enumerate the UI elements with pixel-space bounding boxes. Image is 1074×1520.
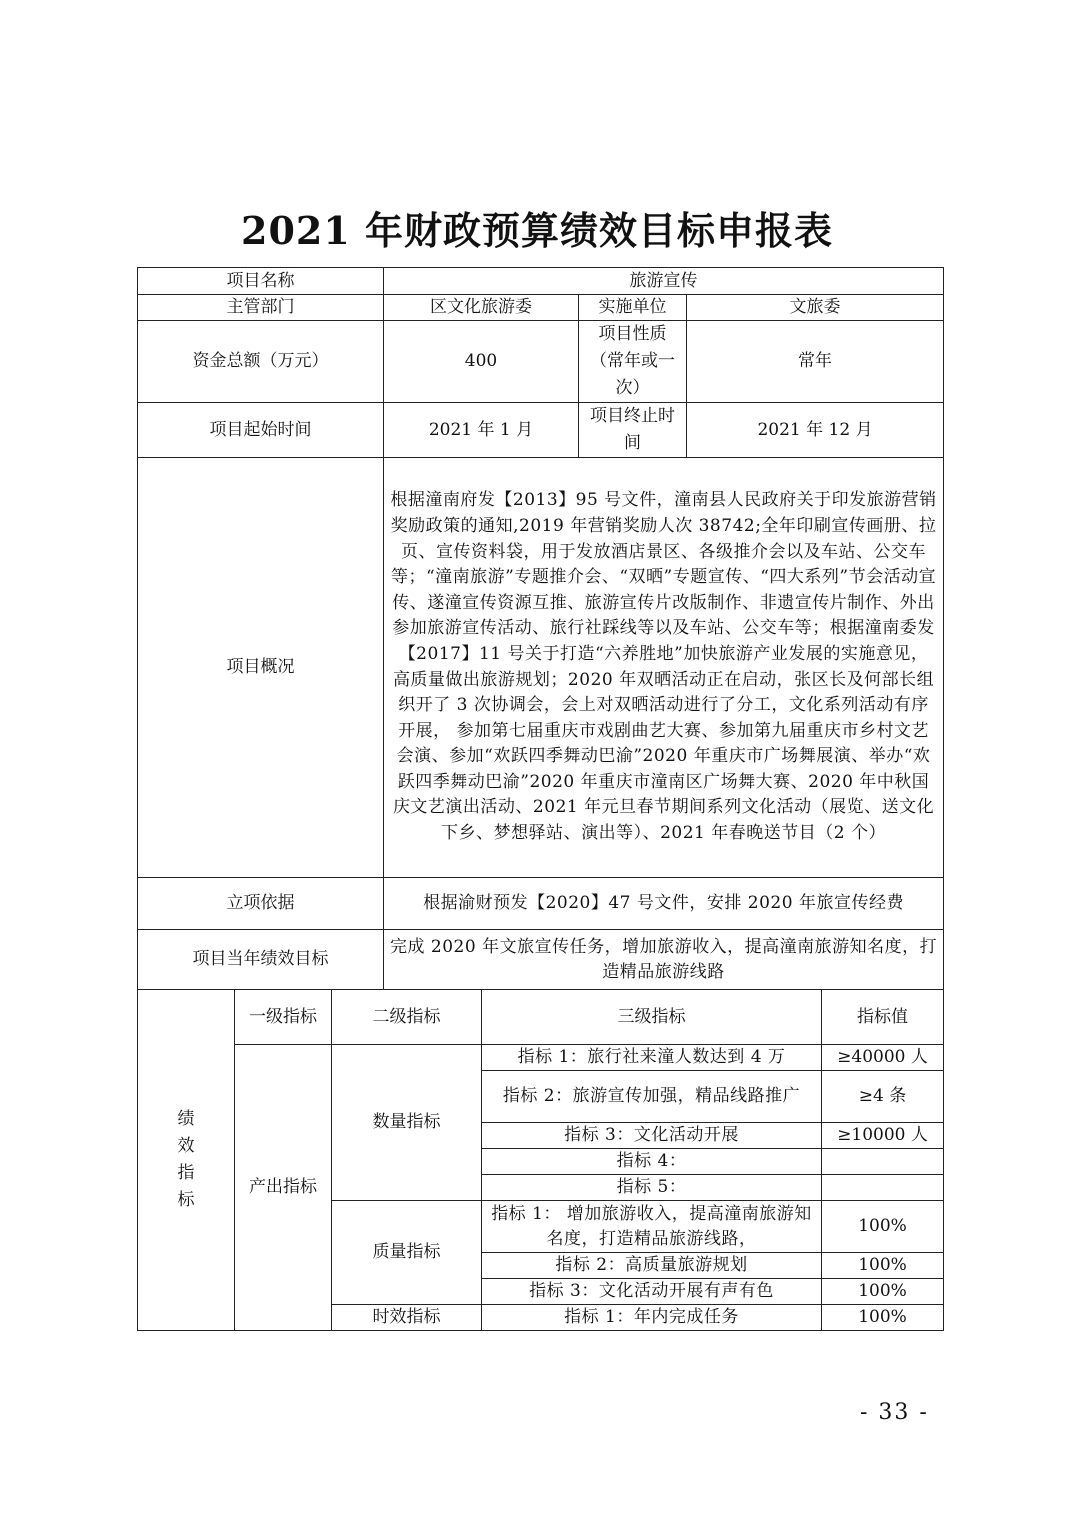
- nature-label: 项目性质（常年或一次）: [579, 321, 687, 403]
- page-title: 2021 年财政预算绩效目标申报表: [241, 208, 833, 253]
- col-level1-header: 一级指标: [235, 990, 332, 1045]
- basis-text: 根据渝财预发【2020】47 号文件，安排 2020 年旅宣传经费: [384, 878, 944, 930]
- timeliness-label: 时效指标: [332, 1305, 482, 1331]
- indicator-text: 指标 1：旅行社来潼人数达到 4 万: [482, 1045, 822, 1071]
- overview-label: 项目概况: [138, 458, 384, 878]
- table-row: [138, 1045, 944, 1071]
- quality-label: 质量指标: [332, 1201, 482, 1305]
- end-value: 2021 年 12 月: [687, 403, 944, 458]
- row-project-name: [138, 268, 944, 295]
- row-overview: [138, 458, 944, 878]
- page-number: - 33 -: [860, 1400, 929, 1425]
- col-level3-header: 三级指标: [482, 990, 822, 1045]
- row-fund: [138, 321, 944, 403]
- impl-label: 实施单位: [579, 295, 687, 321]
- end-label: 项目终止时间: [579, 403, 687, 458]
- indicator-text: 指标 3：文化活动开展有声有色: [482, 1279, 822, 1305]
- row-annual-goal: [138, 930, 944, 990]
- indicator-text: 指标 1：年内完成任务: [482, 1305, 822, 1331]
- start-label: 项目起始时间: [138, 403, 384, 458]
- fund-value: 400: [384, 321, 579, 403]
- row-indicator-header: [138, 990, 944, 1045]
- indicator-text: 指标 2：旅游宣传加强，精品线路推广: [482, 1071, 822, 1123]
- indicator-value: 100%: [822, 1305, 944, 1331]
- indicator-value: ≥40000 人: [822, 1045, 944, 1071]
- overview-text: 根据潼南府发【2013】95 号文件，潼南县人民政府关于印发旅游营销奖励政策的通知,2019 年营销奖励人次 38742;全年印刷宣传画册、拉页、宣传资料袋，用于发放酒店景区、各级推介会以及车站、公交车等；“潼南旅游”专题推介会、“双晒”专题宣传、“四大系列”节会活动宣传、遂潼宣传资源互推、旅游宣传片改版制作、非遗宣传片制作、外出参加旅游宣传活动、旅行社踩线等以及车站、公交车等；根据潼南委发【2017】11 号关于打造“六养胜地”加快旅游产业发展的实施意见，高质量做出旅游规划；2020 年双晒活动正在启动，张区长及何部长组织开了 3 次协调会，会上对双晒活动进行了分工，文化系列活动有序开展， 参加第七届重庆市戏剧曲艺大赛、参加第九届重庆市乡村文艺会演、参加“欢跃四季舞动巴渝”2020 年重庆市广场舞展演、举办“欢跃四季舞动巴渝”2020 年重庆市潼南区广场舞大赛、2020 年中秋国庆文艺演出活动、2021 年元旦春节期间系列文化活动（展览、送文化下乡、梦想驿站、演出等）、2021 年春晚送节目（2 个）: [384, 458, 944, 878]
- row-basis: [138, 878, 944, 930]
- dept-value: 区文化旅游委: [384, 295, 579, 321]
- indicator-text: 指标 2：高质量旅游规划: [482, 1253, 822, 1279]
- indicator-text: 指标 5：: [482, 1175, 822, 1201]
- nature-value: 常年: [687, 321, 944, 403]
- start-value: 2021 年 1 月: [384, 403, 579, 458]
- indicator-value: ≥10000 人: [822, 1123, 944, 1149]
- indicator-value: 100%: [822, 1279, 944, 1305]
- level1-output-label: 产出指标: [235, 1045, 332, 1331]
- annual-goal-label: 项目当年绩效目标: [138, 930, 384, 990]
- fund-label: 资金总额（万元）: [138, 321, 384, 403]
- indicator-value: 100%: [822, 1253, 944, 1279]
- project-name-value: 旅游宣传: [384, 268, 944, 295]
- project-name-label: 项目名称: [138, 268, 384, 295]
- indicator-value: [822, 1175, 944, 1201]
- indicators-section-label: 绩效指标: [138, 990, 235, 1331]
- budget-form-table: [137, 267, 944, 1331]
- indicator-value: ≥4 条: [822, 1071, 944, 1123]
- indicator-text: 指标 3：文化活动开展: [482, 1123, 822, 1149]
- col-value-header: 指标值: [822, 990, 944, 1045]
- dept-label: 主管部门: [138, 295, 384, 321]
- col-level2-header: 二级指标: [332, 990, 482, 1045]
- row-dates: [138, 403, 944, 458]
- indicator-text: 指标 4：: [482, 1149, 822, 1175]
- indicator-value: [822, 1149, 944, 1175]
- basis-label: 立项依据: [138, 878, 384, 930]
- indicator-value: 100%: [822, 1201, 944, 1253]
- row-department: [138, 295, 944, 321]
- impl-value: 文旅委: [687, 295, 944, 321]
- annual-goal-text: 完成 2020 年文旅宣传任务，增加旅游收入，提高潼南旅游知名度，打造精品旅游线路: [384, 930, 944, 990]
- indicator-text: 指标 1： 增加旅游收入，提高潼南旅游知名度，打造精品旅游线路，: [482, 1201, 822, 1253]
- quantity-label: 数量指标: [332, 1045, 482, 1201]
